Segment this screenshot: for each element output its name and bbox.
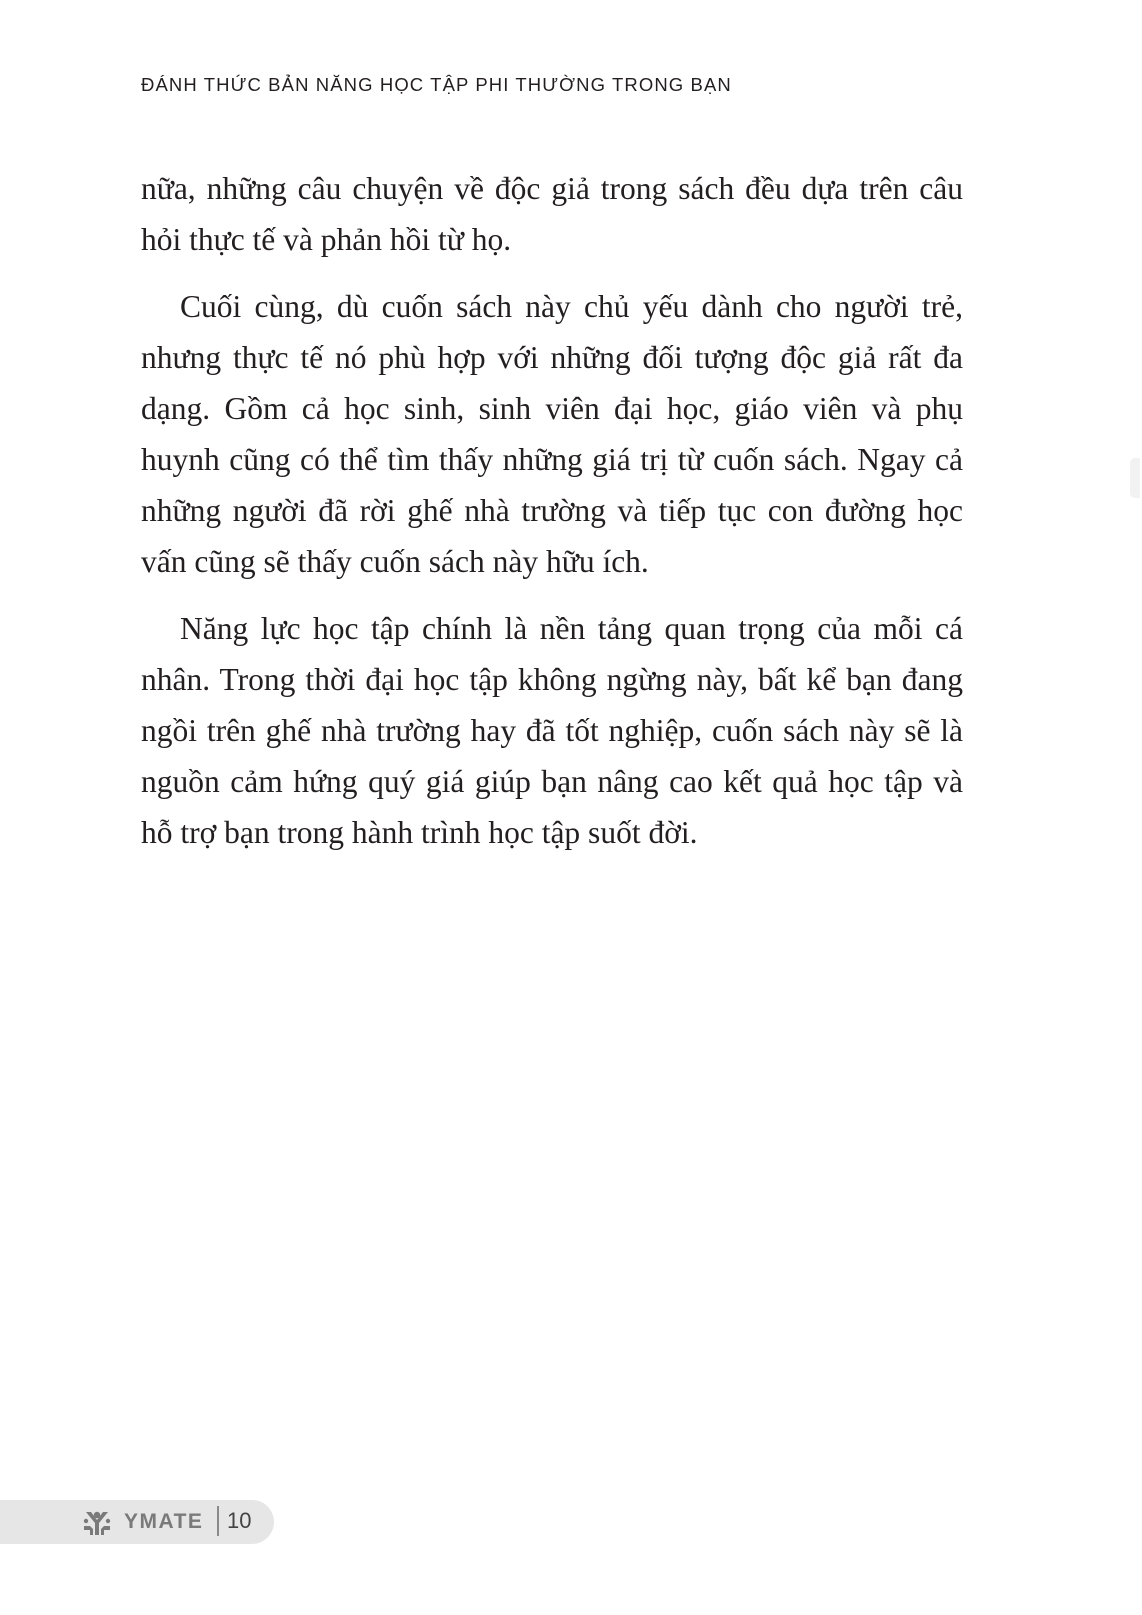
footer-brand: YMATE (124, 1510, 204, 1533)
page-number: 10 (227, 1508, 252, 1533)
running-header: ĐÁNH THỨC BẢN NĂNG HỌC TẬP PHI THƯỜNG TRONG BẠN (141, 74, 732, 95)
ymate-logo-icon (82, 1507, 112, 1537)
body-text (141, 163, 963, 874)
paragraph: nữa, những câu chuyện về độc giả trong sách đều dựa trên câu hỏi thực tế và phản hồi từ họ. (141, 171, 963, 257)
paragraph: Năng lực học tập chính là nền tảng quan trọng của mỗi cá nhân. Trong thời đại học tập không ngừng này, bất kể bạn đang ngồi trên ghế nhà trường hay đã tốt nghiệp, cuốn sách này sẽ là nguồn cảm hứng quý giá giúp bạn nâng cao kết quả học tập và hỗ trợ bạn trong hành trình học tập suốt đời. (141, 611, 963, 850)
page-edge-mark (1130, 458, 1140, 498)
paragraph: Cuối cùng, dù cuốn sách này chủ yếu dành cho người trẻ, nhưng thực tế nó phù hợp với những đối tượng độc giả rất đa dạng. Gồm cả học sinh, sinh viên đại học, giáo viên và phụ huynh cũng có thể tìm thấy những giá trị từ cuốn sách. Ngay cả những người đã rời ghế nhà trường và tiếp tục con đường học vấn cũng sẽ thấy cuốn sách này hữu ích. (141, 289, 963, 579)
footer-divider (217, 1506, 219, 1536)
